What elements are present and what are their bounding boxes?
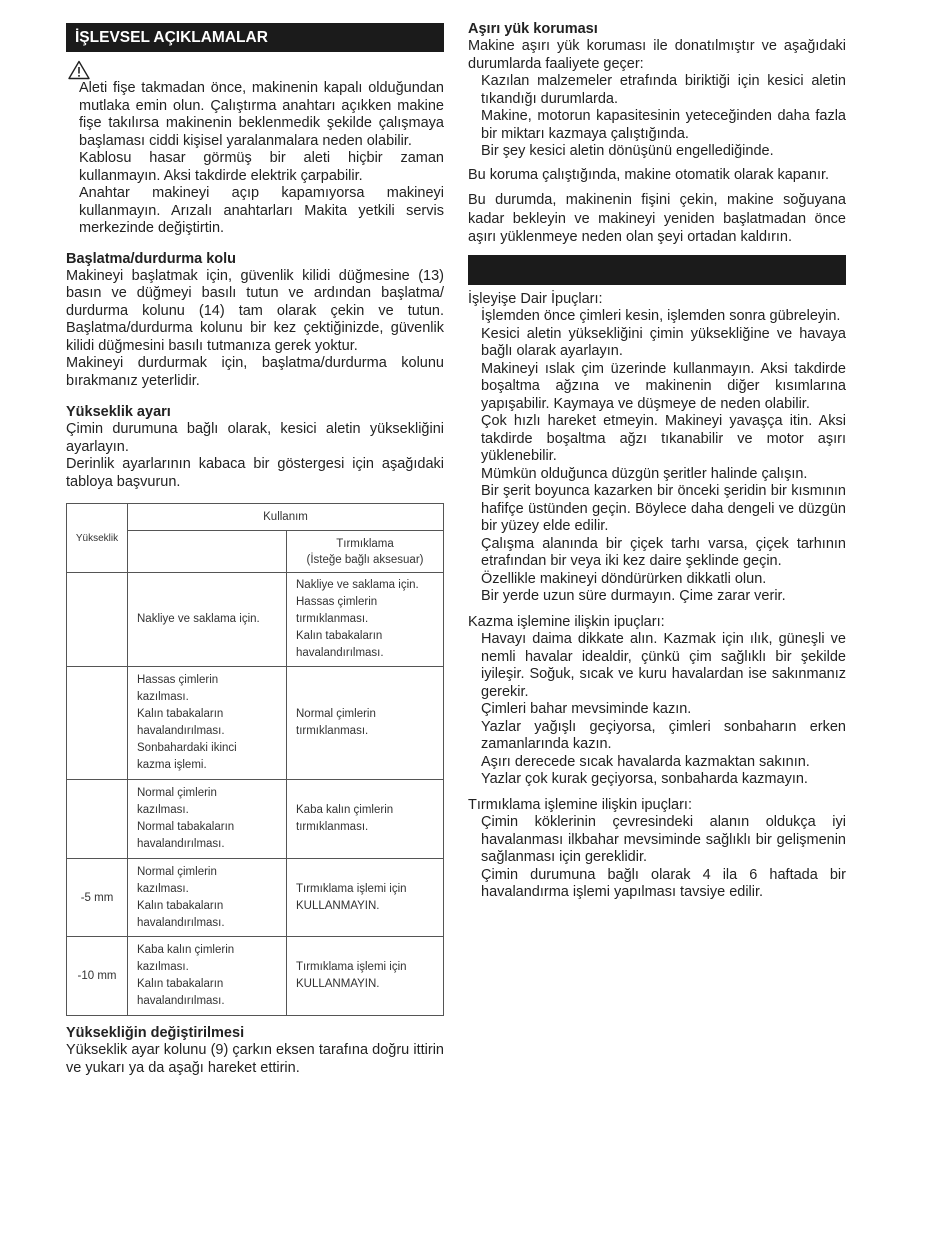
table-row [67,780,444,859]
overload-paragraph-2: Bu koruma çalıştığında, makine otomatik olarak kapanır. [468,166,830,183]
section-bar-blank [468,255,846,285]
table-cell-raking: Normal çimlerin tırmıklanması. [287,667,444,780]
list-item: Çimleri bahar mevsiminde kazın. [481,701,692,717]
table-row [67,859,444,937]
list-item: Kesici aletin yüksekliğini çimin yüksekliğine ve havaya bağlı olarak ayarlayın. [481,325,846,359]
table-header-height: Yükseklik [67,504,128,573]
table-cell-usage: Normal çimlerin kazılması. Normal tabakaların havalandırılması. [128,780,287,859]
overload-intro: Makine aşırı yük koruması ile donatılmıştır ve aşağıdaki durumlarda faaliyete geçer: [468,38,846,72]
list-item: Bir şey kesici aletin dönüşünü engellediğinde. [481,143,774,159]
list-item: Havayı daima dikkate alın. Kazmak için ılık, güneşli ve nemli havalar idealdir, çünkü çim sağlıklı bir şekilde iyileşir. Soğuk, sıcak ve kuru havalardan ise sakınmanız gerekir. [481,631,846,700]
table-row [67,573,444,667]
table-cell-usage: Normal çimlerin kazılması. Kalın tabakaların havalandırılması. [128,859,287,937]
overload-heading: Aşırı yük koruması [468,21,598,37]
list-item: Çalışma alanında bir çiçek tarhı varsa, çiçek tarhının etrafından bir veya iki kez daire şeklinde geçin. [481,535,846,569]
list-item: Kazılan malzemeler etrafında biriktiği için kesici aletin tıkandığı durumlarda. [481,73,846,107]
section-title-bar: İŞLEVSEL AÇIKLAMALAR [66,23,444,52]
table-row [67,667,444,780]
table-row [67,937,444,1016]
overload-paragraph-3: Bu durumda, makinenin fişini çekin, makine soğuyana kadar bekleyin ve makineyi yeniden başlatmadan önce aşırı yüklenmeye neden olan şeyi ortadan kaldırın. [468,192,846,245]
table-cell-raking: Nakliye ve saklama için. Hassas çimlerin tırmıklanması. Kalın tabakaların havalandırılması. [287,573,444,667]
height-adjust-paragraph-1: Çimin durumuna bağlı olarak, kesici aletin yüksekliğini ayarlayın. [66,421,444,455]
start-stop-paragraph-2: Makineyi durdurmak için, başlatma/durdurma kolunu bırakmanız yeterlidir. [66,355,444,389]
height-adjust-heading: Yükseklik ayarı [66,404,171,420]
table-cell-height: -5 mm [67,859,128,937]
list-item: Makineyi ıslak çim üzerinde kullanmayın. Aksi takdirde boşaltma ağzına ve makinenin diğer kısımlarına yapışabilir. Kaymaya ve düşmeye de neden olabilir. [481,360,846,412]
warning-text-3: Anahtar makineyi açıp kapamıyorsa makineyi kullanmayın. Arızalı anahtarları Makita yetkili servis merkezinde değiştirtin. [79,185,444,236]
table-cell-raking: Tırmıklama işlemi için KULLANMAYIN. [287,937,444,1016]
height-adjust-paragraph-2: Derinlik ayarlarının kabaca bir göstergesi için aşağıdaki tabloya başvurun. [66,456,444,490]
change-height-heading: Yüksekliğin değiştirilmesi [66,1025,245,1041]
warning-text-2: Kablosu hasar görmüş bir aleti hiçbir zaman kullanmayın. Aksi takdirde elektrik çarpabilir. [79,150,444,184]
table-cell-raking: Tırmıklama işlemi için KULLANMAYIN. [287,859,444,937]
change-height-paragraph: Yükseklik ayar kolunu (9) çarkın eksen tarafına doğru ittirin ve yukarı ya da aşağı hareket ettirin. [66,1042,444,1076]
start-stop-paragraph-1: Makineyi başlatmak için, güvenlik kilidi düğmesine (13) basın ve düğmeyi basılı tutun ve ardından başlatma/ durdurma kolunu (14) tam olarak çekin ve tutun. Başlatma/durdurma kolunu bir kez çektiğinizde, güvenlik kilidi düğmesini basılı tutmanıza gerek yoktur. [66,267,444,354]
right-column [468,20,846,902]
list-item: Çimin köklerinin çevresindeki alanın oldukça iyi havalanması ilkbahar mevsiminde sağlıklı bir gelişmenin sağlanması için gereklidir. [481,814,846,865]
table-header-raking-sub: (İsteğe bağlı aksesuar) [306,553,424,566]
list-item: İşlemden önce çimleri kesin, işlemden sonra gübreleyin. [481,308,841,324]
left-column [66,20,444,1077]
table-cell-usage: Nakliye ve saklama için. [128,573,287,667]
table-cell-usage: Hassas çimlerin kazılması. Kalın tabakaların havalandırılması. Sonbahardaki ikinci kazma işlemi. [128,667,287,780]
list-item: Yazlar çok kurak geçiyorsa, sonbaharda kazmayın. [481,771,808,787]
table-cell-height [67,573,128,667]
table-cell-raking: Kaba kalın çimlerin tırmıklanması. [287,780,444,859]
table-cell-usage: Kaba kalın çimlerin kazılması. Kalın tabakaların havalandırılması. [128,937,287,1016]
list-item: Bir şerit boyunca kazarken bir önceki şeridin bir kısmının hafifçe üstünden geçin. Böylece daha dengeli ve düzgün bir yüzey elde edilir. [481,483,846,534]
table-header-usage: Kullanım [128,504,444,531]
start-stop-heading: Başlatma/durdurma kolu [66,250,237,267]
table-cell-height [67,667,128,780]
list-item: Mümkün olduğunca düzgün şeritler halinde çalışın. [481,465,808,482]
height-usage-table [66,503,444,1016]
list-item: Özellikle makineyi döndürürken dikkatli olun. [481,570,767,587]
list-item: Yazlar yağışlı geçiyorsa, çimleri sonbaharın erken zamanlarında kazın. [481,718,846,752]
list-item: Aşırı derecede sıcak havalarda kazmaktan sakının. [481,753,810,770]
dig-tips-heading: Kazma işlemine ilişkin ipuçları: [468,613,665,630]
rake-tips-heading: Tırmıklama işlemine ilişkin ipuçları: [468,796,692,813]
table-header-raking-title: Tırmıklama [336,537,394,550]
list-item: Bir yerde uzun süre durmayın. Çime zarar verir. [481,588,786,604]
list-item: Makine, motorun kapasitesinin yeteceğinden daha fazla bir miktarı kazmaya çalıştığında. [481,108,846,142]
table-header-raking [287,531,444,573]
table-header-usage-empty [128,531,287,573]
table-cell-height: -10 mm [67,937,128,1016]
list-item: Çimin durumuna bağlı olarak 4 ila 6 haftada bir havalandırma işlemi yapılması tavsiye edilir. [481,866,846,900]
list-item: Çok hızlı hareket etmeyin. Makineyi yavaşça itin. Aksi takdirde boşaltma ağzı tıkanabilir ve motor aşırı yüklenebilir. [481,413,846,464]
warning-text-1: Aleti fişe takmadan önce, makinenin kapalı olduğundan mutlaka emin olun. Çalıştırma anahtarı açıkken makine fişe takılırsa makinenin beklenmedik şekilde çalışmaya başlaması ciddi kişisel yaralanmalara neden olabilir. [79,80,444,149]
tips-heading: İşleyişe Dair İpuçları: [468,290,603,307]
warning-triangle-icon [68,60,444,80]
table-cell-height [67,780,128,859]
